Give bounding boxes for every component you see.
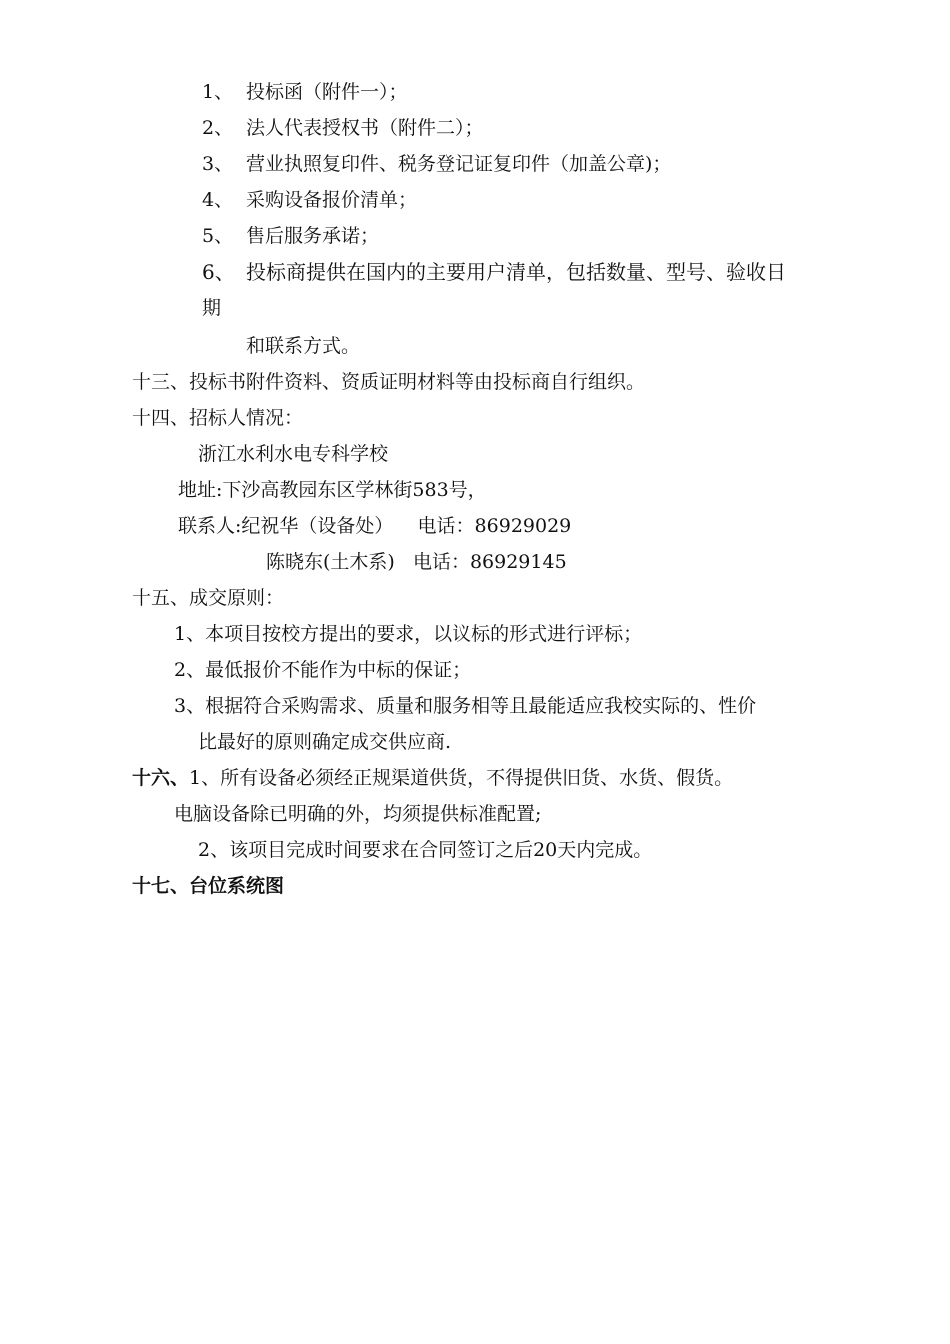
list-item: 5、 售后服务承诺； <box>202 225 380 247</box>
list-item-wrap: 期 <box>202 297 222 319</box>
requirement-1-continuation: 电脑设备除已明确的外，均须提供标准配置; <box>174 803 542 825</box>
list-item: 1、 投标函（附件一）； <box>202 81 408 103</box>
address: 地址:下沙高教园东区学林街583号， <box>178 479 487 501</box>
requirement-1: 1、所有设备必须经正规渠道供货，不得提供旧货、水货、假货。 <box>189 767 734 789</box>
list-item: 3、 营业执照复印件、税务登记证复印件（加盖公章)； <box>202 153 672 175</box>
contact-line-2: 陈晓东(土木系) 电话：86929145 <box>266 551 567 573</box>
section-17-heading: 十七、台位系统图 <box>132 875 285 897</box>
section-16 <box>132 766 733 790</box>
section-16-heading: 十六、 <box>132 767 190 789</box>
school-name: 浙江水利水电专科学校 <box>198 443 389 465</box>
contact-line-1: 联系人:纪祝华（设备处） 电话：86929029 <box>178 515 572 537</box>
principle-2: 2、最低报价不能作为中标的保证； <box>174 659 472 681</box>
list-item: 2、 法人代表授权书（附件二）； <box>202 117 484 139</box>
section-14-heading: 十四、招标人情况： <box>132 407 304 429</box>
requirement-2: 2、该项目完成时间要求在合同签订之后20天内完成。 <box>198 839 653 861</box>
principle-3-continuation: 比最好的原则确定成交供应商. <box>198 731 452 753</box>
section-15-heading: 十五、成交原则： <box>132 587 285 609</box>
principle-1: 1、本项目按校方提出的要求，以议标的形式进行评标； <box>174 623 643 645</box>
section-13: 十三、投标书附件资料、资质证明材料等由投标商自行组织。 <box>132 371 646 393</box>
list-item: 6、 投标商提供在国内的主要用户清单，包括数量、型号、验收日 <box>202 260 786 284</box>
principle-3: 3、根据符合采购需求、质量和服务相等且最能适应我校实际的、性价 <box>174 695 757 717</box>
list-item: 4、 采购设备报价清单； <box>202 189 418 211</box>
list-item-continuation: 和联系方式。 <box>246 335 361 357</box>
